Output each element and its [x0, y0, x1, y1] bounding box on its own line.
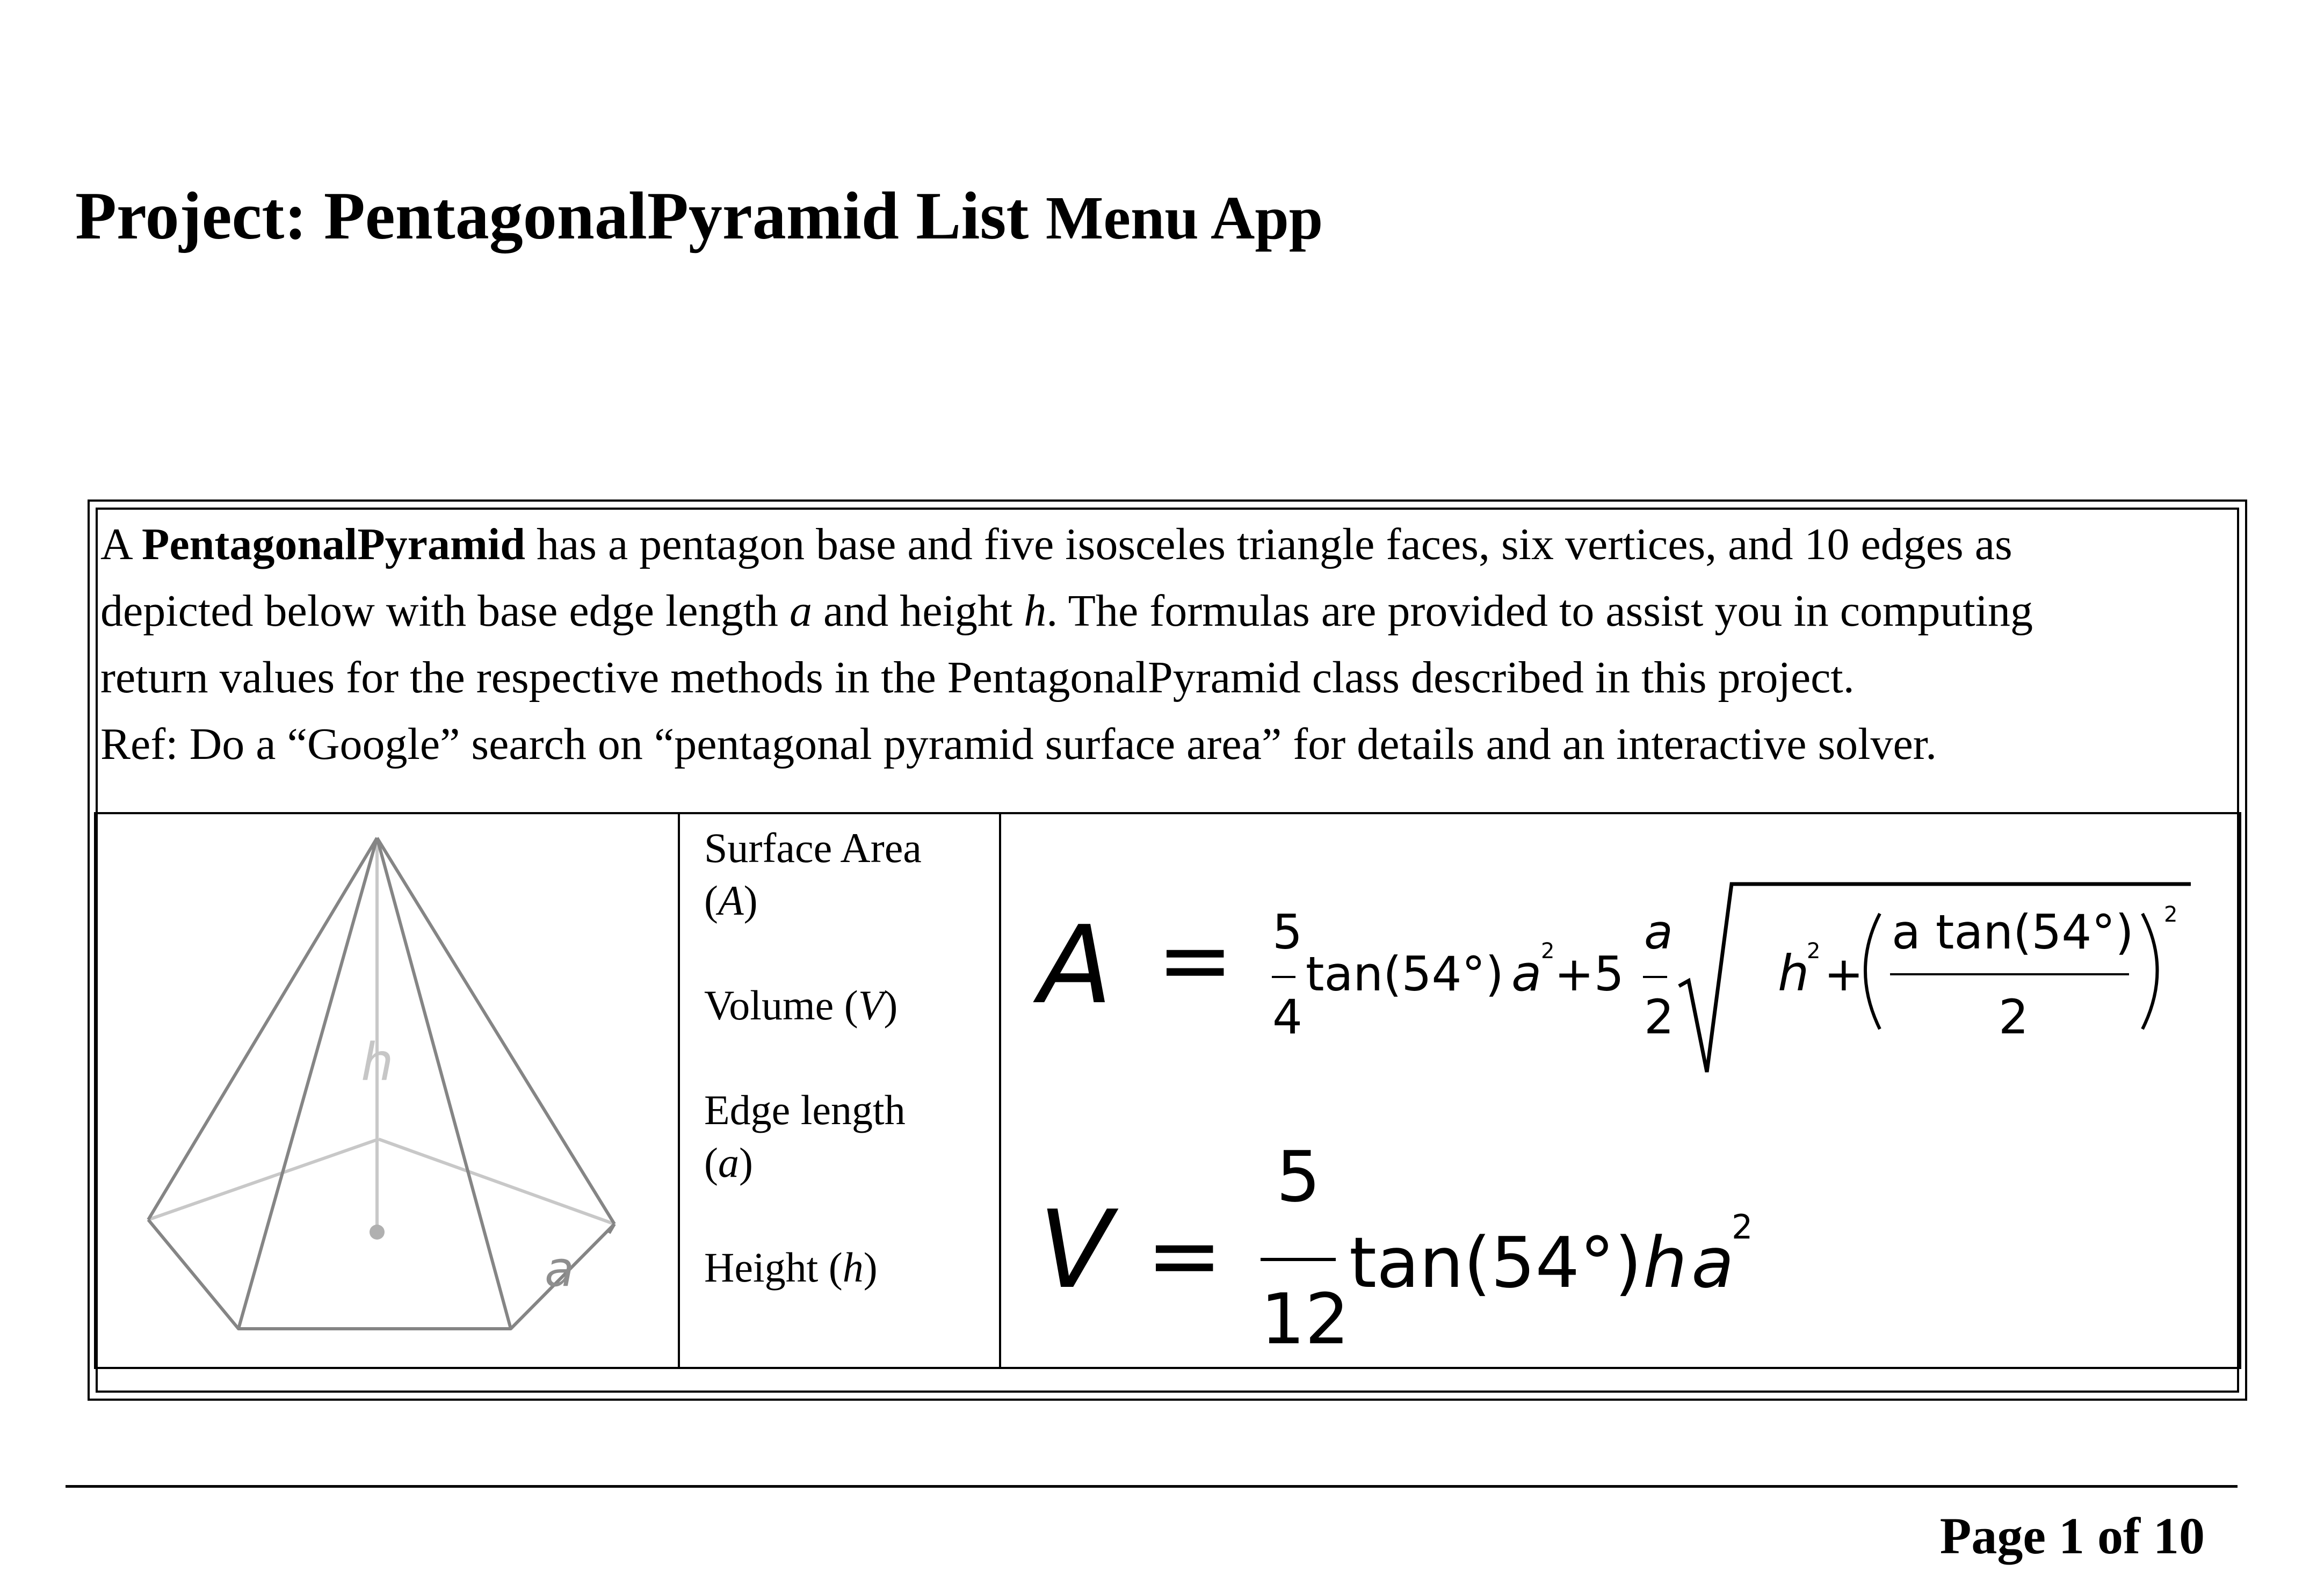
surface-area-formula — [1033, 884, 2191, 1072]
content-frame — [88, 499, 2247, 1401]
volume-lhs: V — [1039, 1187, 1112, 1313]
intro-line-3: return values for the respective methods in the PentagonalPyramid class described in this project. — [100, 653, 1855, 703]
page-title — [75, 179, 1323, 254]
intro-line-2: depicted below with base edge length a and height h. The formulas are provided to assist you in computing — [100, 586, 2033, 636]
paren-left — [1865, 914, 1880, 1029]
volume-h: h — [1643, 1222, 1688, 1304]
area-tan: tan(54°) — [1306, 946, 1504, 1002]
area-frac2-num: a — [1644, 904, 1673, 960]
title-main: Project: PentagonalPyramid List — [75, 179, 1029, 254]
volume-tan: tan(54°) — [1349, 1222, 1642, 1304]
hidden-base-edge-left — [148, 1139, 379, 1220]
volume-exp: 2 — [1732, 1207, 1753, 1247]
area-a: a — [1511, 945, 1542, 1002]
variable-labels-cell — [680, 814, 1001, 1367]
area-frac1-den: 4 — [1272, 989, 1302, 1045]
pyramid-figure-cell — [96, 814, 680, 1367]
intro-text — [100, 511, 2235, 778]
hidden-base-edge-right — [379, 1139, 614, 1224]
area-exp-outer: 2 — [2164, 902, 2178, 927]
page-number: Page 1 of 10 — [1939, 1507, 2205, 1565]
formulas-cell — [1001, 814, 2239, 1367]
surface-area-label: Surface Area (A) — [704, 824, 922, 924]
pentagonal-pyramid-figure — [96, 814, 678, 1367]
footer-rule — [66, 1485, 2238, 1488]
title-suffix: Menu App — [1045, 184, 1323, 252]
volume-formula — [1039, 1136, 1753, 1360]
var-h: h — [1024, 586, 1047, 636]
class-name-bold: PentagonalPyramid — [142, 519, 525, 569]
base-center-dot — [370, 1225, 385, 1240]
area-h: h — [1778, 945, 1809, 1002]
area-frac1-num: 5 — [1272, 904, 1302, 960]
intro-line-1: A PentagonalPyramid has a pentagon base and five isosceles triangle faces, six vertices, and 10 edges as — [100, 519, 2012, 569]
volume-equals: = — [1146, 1203, 1223, 1309]
area-exp1: 2 — [1541, 939, 1555, 964]
paren-right — [2142, 914, 2158, 1029]
area-lhs: A — [1039, 903, 1112, 1028]
area-equals: = — [1157, 907, 1234, 1013]
volume-frac-num: 5 — [1276, 1136, 1321, 1218]
area-frac2-den: 2 — [1644, 989, 1674, 1045]
formula-table — [94, 812, 2241, 1369]
volume-frac-den: 12 — [1261, 1278, 1350, 1360]
height-label: h — [361, 1032, 394, 1092]
intro-ref-line: Ref: Do a “Google” search on “pentagonal pyramid surface area” for details and an interactive solver. — [100, 719, 1937, 769]
area-plus: + — [1824, 946, 1864, 1002]
height-label-text: Height (h) — [704, 1244, 878, 1291]
edge-label: a — [545, 1241, 575, 1298]
area-exp-h: 2 — [1807, 939, 1821, 964]
var-a: a — [789, 586, 812, 636]
formulas — [1001, 814, 2239, 1367]
edge-length-label: Edge length (a) — [704, 1087, 906, 1186]
area-frac3-num: a tan(54°) — [1892, 904, 2134, 960]
volume-a: a — [1691, 1222, 1734, 1304]
area-frac3-den: 2 — [1999, 989, 2029, 1045]
volume-label: Volume (V) — [704, 982, 898, 1029]
area-plus5: +5 — [1554, 946, 1624, 1002]
